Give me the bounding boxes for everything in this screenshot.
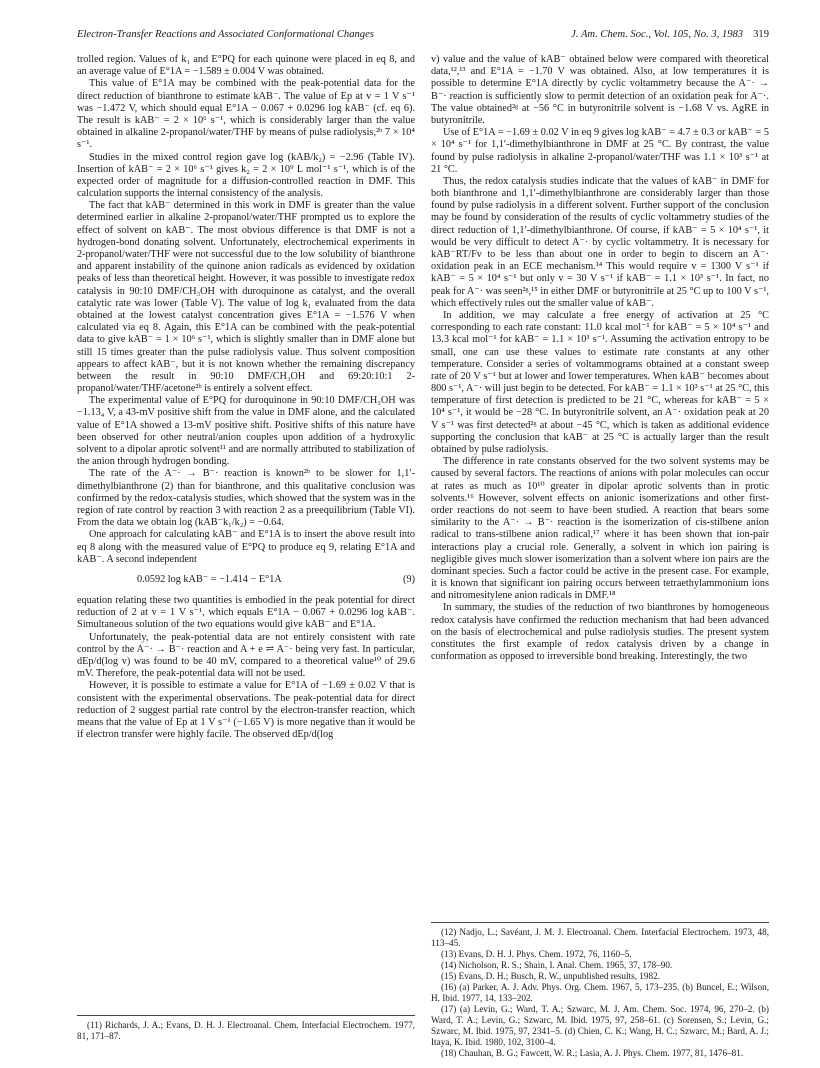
left-footnotes xyxy=(77,1015,415,1042)
paragraph: One approach for calculating kAB⁻ and E°1A is to insert the above result into eq 8 along with the measured value of E°PQ to produce eq 9, relating E°1A and kAB⁻. A second independent xyxy=(77,529,415,565)
running-header xyxy=(77,29,769,45)
footnote-13: (13) Evans, D. H. J. Phys. Chem. 1972, 76, 1160–5. xyxy=(441,949,632,959)
paragraph: In addition, we may calculate a free energy of activation at 25 °C corresponding to each rate constant: 11.0 kcal mol⁻¹ for kAB⁻ = 5 × 10⁴ s⁻¹ and 13.3 kcal mol⁻¹ for kAB⁻ = 1.1 × 10³ s⁻¹. Assuming the activation entropy to be small, one can use these values to estimate rate constants at any other temperature. Consider a series of voltammograms obtained at a constant sweep rate of 20 V s⁻¹ but at lower and lower temperatures. When kAB⁻ becomes about 800 s⁻¹, A⁻· will just begin to be detected. For kAB⁻ = 1.1 × 10³ s⁻¹ at 25 °C, this temperature of first detection is predicted to be 21 °C, whereas for kAB⁻ = 5 × 10⁴ s⁻¹, it would be −28 °C. In butyronitrile solvent, an A⁻· oxidation peak at 20 V s⁻¹ was first detected²ᵍ at about −45 °C, which is taken as additional evidence supporting the conclusion that kAB⁻ at 25 °C is actually larger than the result obtained by pulse radiolysis. xyxy=(431,309,769,455)
journal-name: J. Am. Chem. Soc., Vol. 105, No. 3, 1983 xyxy=(571,29,744,40)
paragraph: The fact that kAB⁻ determined in this work in DMF is greater than the value determined earlier in alkaline 2-propanol/water/THF prompted us to explore the effect of solvent on kAB⁻. The most obvious difference is that DMF is not a hydrogen-bond donating solvent. Unfortunately, electrochemical experiments in 2-propanol/water/THF were not successful due to the low solubility of bianthrone and apparent instability of the quinone anion radicals as evidenced by oxidation peaks of less than theoretical height. However, it was possible to investigate redox catalysis in 90:10 DMF/CH₃OH with duroquinone as catalyst, and the overall catalytic rate was lower (Table V). The value of log k₁ evaluated from the data obtained at the lowest catalyst concentration gives E°1A = −1.576 V when calculated via eq 8. Again, this E°1A can be combined with the peak-potential data to give kAB⁻ = 1 × 10⁶ s⁻¹, which is slightly smaller than in DMF alone but still 15 times greater than the pulse radiolysis value. Thus solvent composition appears to affect kAB⁻, but it is not known whether the remaining discrepancy between the result in 90:10 DMF/CH₃OH and 69:20:10:1 2-propanol/water/THF/acetone²ᵇ is entirely a solvent effect. xyxy=(77,200,415,395)
paragraph: Unfortunately, the peak-potential data are not entirely consistent with rate control by the A⁻· → B⁻· reaction and A + e ⇌ A⁻· being very fast. In particular, dEp/d(log v) was found to be 40 mV, compared to a theoretical value¹⁰ of 29.6 mV. Therefore, the peak-potential data will not be used. xyxy=(77,631,415,680)
page-number: 319 xyxy=(753,29,769,40)
paragraph: The difference in rate constants observed for the two solvent systems may be caused by several factors. The reactions of anions with polar molecules can occur at rates as much as 10¹⁰ greater in dipolar aprotic solvents than in protic solvents.¹⁶ However, solvent effects on anionic isomerizations and other first-order reactions do not seem to have been studied. A reaction that bears some similarity to the A⁻· → B⁻· reaction is the isomerization of cis-stilbene anion radical to trans-stilbene anion radical,¹⁷ where it has been shown that ion-pair interactions play a crucial role. Generally, a solvent in which ion pairing is negligible gives much slower isomerization than a solvent where ion pairs are the dominant species. Such a factor could be active in the present case. For example, it is known that significant ion pairing occurs between tetraethylammonium ions and nitromesitylene anion radicals in DMF.¹⁸ xyxy=(431,456,769,602)
footnote-14: (14) Nicholson, R. S.; Shain, I. Anal. Chem. 1965, 37, 178–90. xyxy=(441,960,673,970)
paragraph: trolled region. Values of k₁ and E°PQ for each quinone were placed in eq 8, and an average value of E°1A = −1.589 ± 0.004 V was obtained. xyxy=(77,54,415,78)
left-column xyxy=(77,54,415,741)
equation-9 xyxy=(77,574,415,586)
footnote-divider xyxy=(77,1015,415,1016)
paragraph: The rate of the A⁻· → B⁻· reaction is known²ᵇ to be slower for 1,1′-dimethylbianthrone (2) than for bianthrone, and this qualitative conclusion was confirmed by the redox-catalysis studies, which showed that the system was in the region of rate control by reaction 3 with reaction 2 as a preequilibrium (Table VI). From the data we obtain log (kAB⁻k₁/k₂) = −0.64. xyxy=(77,468,415,529)
right-column xyxy=(431,54,769,663)
footnote-18: (18) Chauhan, B. G.; Fawcett, W. R.; Lasia, A. J. Phys. Chem. 1977, 81, 1476–81. xyxy=(441,1048,744,1058)
paragraph: equation relating these two quantities is embodied in the peak potential for direct reduction of 2 at v = 1 V s⁻¹, which equals E°1A − 0.067 + 0.0296 log kAB⁻. Simultaneous solution of the two equations would give kAB⁻ and E°1A. xyxy=(77,595,415,631)
paragraph: In summary, the studies of the reduction of two bianthrones by homogeneous redox catalysis have confirmed the reduction mechanism that had been advanced on the basis of electrochemical and pulse radiolysis studies. The present system constitutes the first example of redox catalysis driven by a change in conformation as opposed to irreversible bond breaking. Interestingly, the two xyxy=(431,602,769,663)
equation-number: (9) xyxy=(403,573,415,585)
equation-body: 0.0592 log kAB⁻ = −1.414 − E°1A xyxy=(137,573,282,585)
footnote-divider xyxy=(431,922,769,923)
journal-citation-header xyxy=(571,29,769,40)
paragraph: This value of E°1A may be combined with the peak-potential data for the direct reduction of bianthrone to estimate kAB⁻. The value of Ep at v = 1 V s⁻¹ was −1.472 V, which should equal E°1A − 0.067 + 0.0296 log kAB⁻ (cf. eq 6). The result is kAB⁻ = 2 × 10⁶ s⁻¹, which is considerably larger than the value obtained in alkaline 2-propanol/water/THF by means of pulse radiolysis,²ᵇ 7 × 10⁴ s⁻¹. xyxy=(77,78,415,151)
footnote-12: (12) Nadjo, L.; Savéant, J. M. J. Electroanal. Chem. Interfacial Electrochem. 1973, 48, 113–45. xyxy=(431,927,769,948)
right-footnotes xyxy=(431,922,769,1059)
paragraph: The experimental value of E°PQ for duroquinone in 90:10 DMF/CH₃OH was −1.13₄ V, a 43-mV positive shift from the value in DMF alone, and the calculated value of E°1A showed a 13-mV positive shift. Positive shifts of this nature have been observed for other neutral/anion couples upon addition of a hydroxylic solvent to a dipolar aprotic solvent¹¹ and are normally attributed to stabilization of the anion through hydrogen bonding. xyxy=(77,395,415,468)
article-title-header: Electron-Transfer Reactions and Associated Conformational Changes xyxy=(77,29,374,40)
paragraph: Thus, the redox catalysis studies indicate that the values of kAB⁻ in DMF for both bianthrone and 1,1′-dimethylbianthrone are considerably larger than those found by pulse radiolysis in a different solvent. Further support of the conclusion may be found by consideration of the results of cyclic voltammetry studies of the direct reduction of 1,1′-dimethylbianthrone. Of course, if kAB⁻ = 5 × 10⁴ s⁻¹, it would be very difficult to detect A⁻· by cyclic voltammetry. It is necessary for kAB⁻RT/Fv to be less than about one in order to begin to discern an A⁻· oxidation peak in an ECE mechanism.¹⁴ This would require v = 1300 V s⁻¹ if kAB⁻ = 5 × 10⁴ s⁻¹ but only v = 30 V s⁻¹ if kAB⁻ = 1.1 × 10³ s⁻¹. In fact, no peak for A⁻· was seen²ᵍ,¹⁵ in either DMF or butyronitrile at 25 °C up to 100 V s⁻¹, which effectively rules out the smaller value of kAB⁻. xyxy=(431,175,769,309)
footnote-11: (11) Richards, J. A.; Evans, D. H. J. Electroanal. Chem. Interfacial Electrochem. 1977, 81, 171–87. xyxy=(77,1020,415,1041)
footnote-17: (17) (a) Levin, G.; Ward, T. A.; Szwarc, M. J. Am. Chem. Soc. 1974, 96, 270–2. (b) Ward, T. A.; Levin, G.; Szwarc, M. Ibid. 1975, 97, 258–61. (c) Sorensen, S.; Levin, G.; Szwarc, M. Ibid. 1975, 97, 2341–5. (d) Chien, C. K.; Wang, H. C.; Szwarc, M.; Bard, A. J.; Itaya, K. Ibid. 1980, 102, 3100–4. xyxy=(431,1004,769,1047)
footnote-15: (15) Evans, D. H.; Busch, R. W., unpublished results, 1982. xyxy=(441,971,660,981)
footnote-16: (16) (a) Parker, A. J. Adv. Phys. Org. Chem. 1967, 5, 173–235. (b) Buncel, E.; Wilson, H. Ibid. 1977, 14, 133–202. xyxy=(431,982,769,1003)
paragraph: v) value and the value of kAB⁻ obtained below were compared with theoretical data,¹²,¹³ and E°1A = −1.70 V was obtained. Also, at low temperatures it is possible to determine E°1A directly by cyclic voltammetry because the A⁻· → B⁻· reaction is sufficiently slow to permit detection of an oxidation peak for A⁻·. The value obtained²ᵍ at −56 °C in butyronitrile solvent is −1.68 V vs. AgRE in butyronitrile. xyxy=(431,54,769,126)
paragraph: Use of E°1A = −1.69 ± 0.02 V in eq 9 gives log kAB⁻ = 4.7 ± 0.3 or kAB⁻ = 5 × 10⁴ s⁻¹ for 1,1′-dimethylbianthrone in DMF at 25 °C. By contrast, the value found by pulse radiolysis in alkaline 2-propanol/water/THF was 1.1 × 10³ s⁻¹ at 21 °C. xyxy=(431,127,769,175)
paragraph: However, it is possible to estimate a value for E°1A of −1.69 ± 0.02 V that is consistent with the experimental observations. The peak-potential data for direct reduction of 2 suggest partial rate control by the electron-transfer reaction, which means that the value of Ep at 1 V s⁻¹ (−1.65 V) is more negative than it would be if electron transfer were highly facile. The observed dEp/d(log xyxy=(77,680,415,741)
paragraph: Studies in the mixed control region gave log (kAB/k₂) = −2.96 (Table IV). Insertion of kAB⁻ = 2 × 10⁶ s⁻¹ gives k₂ = 2 × 10⁹ L mol⁻¹ s⁻¹, which is of the expected order of magnitude for a diffusion-controlled reaction in DMF. This calculation supports the internal consistency of the analysis. xyxy=(77,151,415,200)
